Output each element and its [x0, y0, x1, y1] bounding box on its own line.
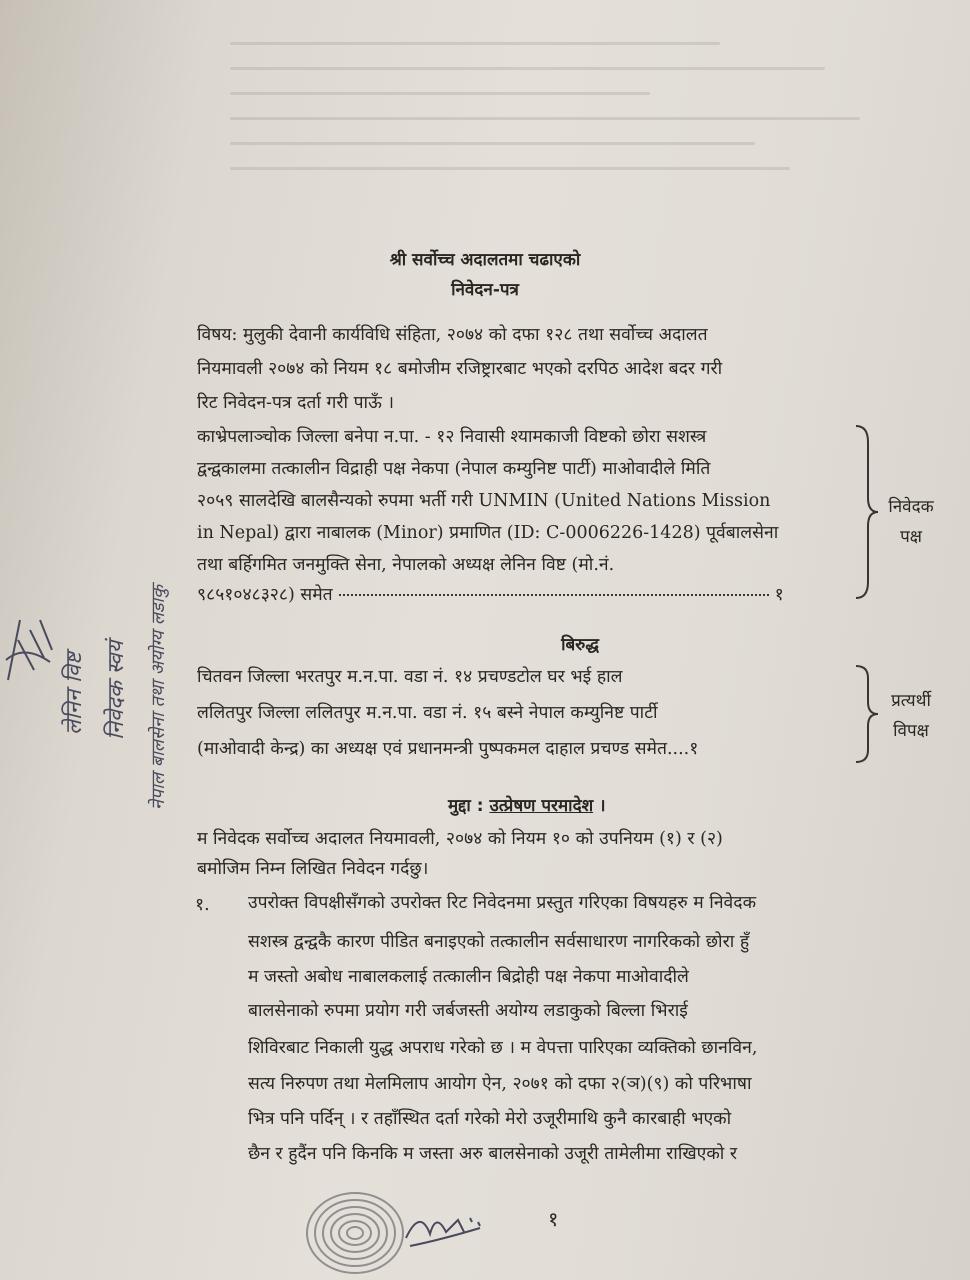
court-heading: श्री सर्वोच्च अदालतमा चढाएको [389, 250, 581, 270]
intro-line-1: म निवेदक सर्वोच्च अदालत नियमावली, २०७४ को नियम १० को उपनियम (१) र (२) [197, 829, 723, 849]
handwritten-self: निवेदक स्वयं [104, 640, 129, 740]
subject-line-2: नियमावली २०७४ को नियम १८ बमोजीम रजिष्ट्रारबाट भएको दरपिठ आदेश बदर गरी [197, 359, 723, 379]
para-line-7: भित्र पनि पर्दिन् । र तहाँस्थित दर्ता गरेको मेरो उजूरीमाथि कुनै कारबाही भएको [248, 1109, 732, 1129]
respondent-line-2: ललितपुर जिल्ला ललितपुर म.न.पा. वडा नं. १५ बस्ने नेपाल कम्युनिष्ट पार्टी [197, 703, 658, 723]
para-line-3: म जस्तो अबोध नाबालकलाई तत्कालीन बिद्रोही पक्ष नेकपा माओवादीले [248, 967, 689, 987]
petitioner-line-2: द्वन्द्वकालमा तत्कालीन विद्राही पक्ष नेकपा (नेपाल कम्युनिष्ट पार्टी) माओवादीले मिति [197, 459, 711, 479]
dotted-leader [339, 594, 769, 596]
paragraph-number: १. [195, 895, 210, 915]
handwritten-name: लेनिन विष्ट [62, 652, 87, 735]
side-label-opposite-party: विपक्ष [893, 721, 929, 741]
thumbprint [300, 1178, 410, 1278]
petitioner-side-label [878, 492, 944, 552]
petitioner-line-4: in Nepal) द्वारा नाबालक (Minor) प्रमाणित (ID: C-0006226-1428) पूर्वबालसेना [197, 523, 779, 543]
bottom-signature [400, 1198, 490, 1258]
para-line-4: बालसेनाको रुपमा प्रयोग गरी जर्बजस्ती अयोग्य लडाकुको बिल्ला भिराई [248, 1001, 688, 1021]
para-line-5: शिविरबाट निकाली युद्ध अपराध गरेको छ । म वेपत्ता पारिएका व्यक्तिको छानविन, [248, 1038, 758, 1058]
para-line-6: सत्य निरुपण तथा मेलमिलाप आयोग ऐन, २०७१ को दफा २(ञ)(९) को परिभाषा [248, 1074, 752, 1094]
respondent-line-3: (माओवादी केन्द्र) का अध्यक्ष एवं प्रधानमन्त्री पुष्पकमल दाहाल प्रचण्ड समेत....१ [197, 739, 699, 759]
petitioner-line-5: तथा बर्हिगमित जनमुक्ति सेना, नेपालको अध्यक्ष लेनिन विष्ट (मो.नं. [197, 555, 615, 575]
subject-line-3: रिट निवेदन-पत्र दर्ता गरी पाऊँ । [197, 393, 395, 413]
para-line-8: छैन र हुदैंन पनि किनकि म जस्ता अरु बालसेनाको उजूरी तामेलीमा राखिएको र [248, 1144, 738, 1164]
case-end: । [593, 796, 606, 816]
respondent-line-1: चितवन जिल्ला भरतपुर म.न.पा. वडा नं. १४ प्रचण्डटोल घर भई हाल [197, 667, 623, 687]
petitioner-line-6 [197, 582, 784, 606]
handwritten-org: नेपाल बालसेना तथा अयोग्य लडाकु [148, 584, 169, 810]
margin-signature [0, 600, 60, 690]
para-line-1: उपरोक्त विपक्षीसँगको उपरोक्त रिट निवेदनमा प्रस्तुत गरिएका विषयहरु म निवेदक [248, 893, 757, 913]
bleed-through-text [230, 20, 930, 230]
case-value: उत्प्रेषण परमादेश [489, 796, 594, 816]
respondent-side-label [878, 686, 944, 746]
page-number: १ [548, 1207, 559, 1231]
versus-heading: बिरुद्ध [561, 635, 599, 655]
petitioner-count: १ [774, 585, 784, 605]
case-label: मुद्दा : [448, 796, 490, 816]
subject-line-1: विषय: मुलुकी देवानी कार्यविधि संहिता, २०७४ को दफा १२८ तथा सर्वोच्च अदालत [197, 325, 708, 345]
side-label-petitioner: निवेदक [888, 497, 934, 517]
case-heading [448, 793, 606, 816]
side-label-respondent: प्रत्यर्थी [891, 691, 931, 711]
petition-title: निवेदन-पत्र [451, 280, 519, 300]
petitioner-line-3: २०५९ सालदेखि बालसैन्यको रुपमा भर्ती गरी UNMIN (United Nations Mission [197, 491, 771, 511]
side-label-party: पक्ष [900, 527, 922, 547]
petitioner-mobile-end: ९८५१०४८३२८) समेत [197, 585, 333, 605]
para-line-2: सशस्त्र द्वन्द्वकै कारण पीडित बनाइएको तत्कालीन सर्वसाधारण नागरिकको छोरा हुँ [248, 932, 750, 952]
intro-line-2: बमोजिम निम्न लिखित निवेदन गर्दछु। [197, 859, 429, 879]
petitioner-line-1: काभ्रेपलाञ्चोक जिल्ला बनेपा न.पा. - १२ निवासी श्यामकाजी विष्टको छोरा सशस्त्र [197, 427, 707, 447]
